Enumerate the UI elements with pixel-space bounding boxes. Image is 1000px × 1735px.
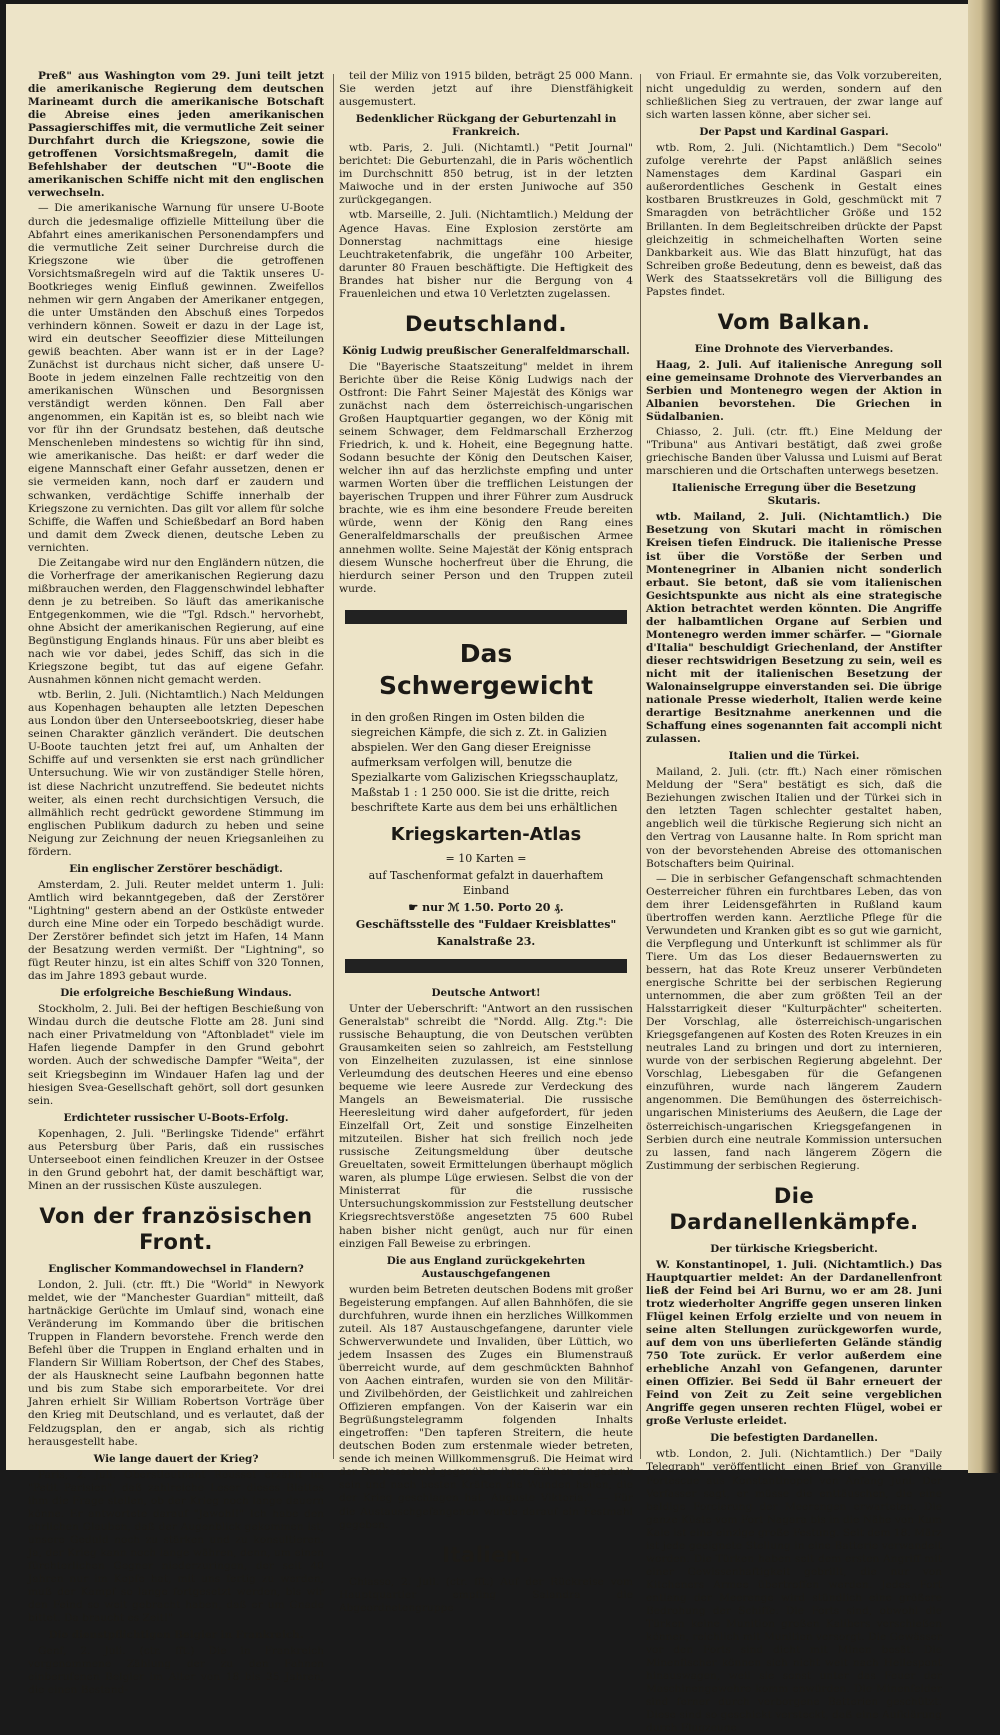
article-paris-births: wtb. Paris, 2. Juli. (Nichtamtl.) "Petit Journal" berichtet: Die Geburtenzahl, die in Paris wöchentlich im Durchschnitt 850 betrug, ist in der letzten Maiwoche und in der ersten Juniwoche auf 350 zurückgegangen. [339, 142, 633, 207]
column-rule [333, 74, 334, 1459]
subheading-italy-turkey: Italien und die Türkei. [728, 750, 860, 763]
article-milan: wtb. Mailand, 2. Juli. (Nichtamtlich.) Die Besetzung von Skutari macht in römischen Kreisen tiefen Eindruck. Die italienische Presse ist über die Vorstöße der Serben und Montenegriner in Albanien nicht sonderlich erbaut. Sie betont, daß sie vom italienischen Gesichtspunkte aus nicht als eine strategische Aktion betrachtet werden könnten. Die Angriffe der halbamtlichen Organe auf Serbien und Montenegro werden immer schärfer. — "Giornale d'Italia" beschuldigt Griechenland, der Anstifter dieser rechtswidrigen Besetzung zu sein, weil es nicht mit der italienischen Besetzung der Walonainselgruppe einverstanden sei. Die übrige nationale Presse wiederholt, Italien werde keine derartige Besitznahme anerkennen und die Schaffung eines sogenannten fait accompli nicht zulassen. [646, 511, 942, 746]
article-marseille: wtb. Marseille, 2. Juli. (Nichtamtlich.) Meldung der Agence Havas. Eine Explosion zerstörte am Donnerstag nachmittags eine hiesige Leuchtraketenfabrik, die ungefähr 100 Arbeiter, darunter 80 Frauen beschäftigte. Die Heftigkeit des Brandes hat bisher nur die Bergung von 4 Frauenleichen und etwa 10 Verletzten zugelassen. [339, 209, 633, 300]
page-edge [968, 0, 1000, 1473]
section-heading-italy: Italien. [442, 1542, 530, 1567]
ad-atlas-title: Kriegskarten-Atlas [390, 823, 582, 845]
article-rome: wtb. Rom, 2. Juli. (Nichtamtlich.) Dem "Secolo" zufolge verehrte der Papst anläßlich seines Namenstages dem Kardinal Gaspari ein außerordentliches Geschenk in Gestalt eines kostbaren Brustkreuzes in Gold, geschmückt mit 7 Smaragden von beträchtlicher Größe und 152 Brillanten. In dem Begleitschreiben drückte der Papst gleichzeitig in schmeichelhaften Worten seine Dankbarkeit aus. Wie das Blatt hinzufügt, hat das Schreiben große Bedeutung, denn es beweist, daß das Werk des Staatssekretärs voll die Billigung des Papstes findet. [646, 142, 942, 298]
section-heading-germany: Deutschland. [405, 311, 567, 336]
article-german-answer: Unter der Ueberschrift: "Antwort an den russischen Generalstab" schreibt die "Nordd. Allg. Ztg.": Die russische Behauptung, die von Deutschen verübten Grausamkeiten seien so zahlreich, am Feststellung von Einzelheiten zuzulassen, ist eine sinnlose Verleumdung des deutschen Heeres und eine ebenso bequeme wie leere Ausrede zur Verdeckung des Mangels an Beweismaterial. Die russische Heeresleitung wird daher aufgefordert, für jeden Einzelfall Ort, Zeit und sonstige Einzelheiten mitzuteilen. Bisher hat sich freilich noch jede russische Zeitungsmeldung über deutsche Greueltaten, soweit Ermittelungen überhaupt möglich waren, als plumpe Lüge erwiesen. Selbst die von der Ministerrat für die russische Untersuchungskommission zur Feststellung deutscher Kriegsrechtsverstöße angesetzten 75 600 Rubel haben bisher nicht genügt, auch nur für einen einzigen Fall Beweise zu erbringen. [339, 1002, 633, 1250]
subheading-destroyer: Ein englischer Zerstörer beschädigt. [69, 862, 283, 875]
ad-office: Geschäftsstelle des "Fuldaer Kreisblattes" [355, 917, 617, 931]
section-heading-balkans: Vom Balkan. [717, 309, 871, 334]
section-heading-french-front: Von der französischen Front. [39, 1203, 313, 1254]
subheading-birthrate: Bedenklicher Rückgang der Geburtenzahl in Frankreich. [355, 113, 617, 139]
article-chiasso-greeks: Chiasso, 2. Juli. (ctr. fft.) Eine Meldung der "Tribuna" aus Antivari bestätigt, daß zwei große griechische Banden über Valussa und Luismi auf Berat marschieren und die Ortschaften unterwegs besetzen. [646, 426, 942, 478]
ad-price: ☛ nur ℳ 1.50. Porto 20 ₰. [408, 900, 564, 914]
section-heading-dardanelles: Die Dardanellenkämpfe. [669, 1183, 919, 1234]
article-constantinople: W. Konstantinopel, 1. Juli. (Nichtamtlich.) Das Hauptquartier meldet: An der Dardanellenfront ließ der Feind bei Ari Burnu, wo er am 28. Juni trotz wiederholter Angriffe gegen unseren linken Flügel keinen Erfolg erzielte und von neuem in seine alten Stellungen zurückgeworfen wurde, auf dem von uns überlieferten Gelände ständig 750 Tote zurück. Er verlor außerdem eine erhebliche Anzahl von Gefangenen, darunter einen Offizier. Bei Sedd ül Bahr erneuert der Feind von Zeit zu Zeit seine vergeblichen Angriffe gegen unseren rechten Flügel, wobei er große Verluste erleidet. [646, 1258, 942, 1428]
column-3 [646, 70, 942, 1735]
ad-title: Das Schwergewicht [378, 638, 594, 700]
article-london: London, 2. Juli. (ctr. fft.) Die "World" in Newyork meldet, wie der "Manchester Guardian" mitteilt, daß hartnäckige Gerüchte im Umlauf sind, wonach eine Veränderung im Kommando über die britischen Truppen in Flandern bevorstehe. French werde den Befehl über die Truppen in England erhalten und in Flandern Sir William Robertson, der Chef des Stabes, der als Hausknecht seine Laufbahn begonnen hatte und bis zum Stabe sich emporarbeitete. Vor drei Jahren erhielt Sir William Robertson Vorträge über den Krieg mit Deutschland, und es verlautet, daß der Feldzugsplan, den er angab, sich als richtig herausgestellt habe. [28, 1278, 324, 1448]
article-time-info: Die Zeitangabe wird nur den Engländern nützen, die die Vorherfrage der amerikanischen Regierung dazu mißbrauchen werden, den Flaggenschwindel lebhafter denn je zu betreiben. So läuft das amerikanische Entgegenkommen, wie die "Tgl. Rdsch." hervorhebt, ohne Absicht der amerikanischen Regierung, auf eine Begünstigung Englands hinaus. Für uns aber bleibt es nach wie vor dabei, jedes Schiff, das sich in die Kriegszone begibt, tut das auf eigene Gefahr. Ausnahmen können nicht gemacht werden. [28, 556, 324, 687]
subheading-war-duration: Wie lange dauert der Krieg? [93, 1452, 259, 1465]
column-rule [640, 74, 641, 1459]
newspaper-page [6, 4, 968, 1735]
ad-format: auf Taschenformat gefalzt in dauerhaftem Einband [368, 868, 604, 897]
article-paris: Paris, 2. Juli. Oberstleutnant Rousset erzählt im "Petit Parisien", daß zahlreiche Leser dieses Blattes ihm die Frage stellen, ob der Krieg noch lange dauern könne. Er antwortete darauf "Jawohl!" Ich habe den ehrlichen Glauben, daß der Augenblick gekommen ist, unsere Geduld noch zu stärken und zu konsultieren. Ja, der Krieg kann noch lange währen, denn, um einen fürchterlichen Gegner niederzuringen, der seit 40 Jahren nur im Kopfe hat, mit uns fertig zu werden, muß der Kampf so lange fortgesetzt werden, bis wir den Feind so weit gebracht haben, daß er um Gnade bittet. Da braucht es Zeit!" [28, 1468, 324, 1625]
article-amsterdam: Amsterdam, 2. Juli. Reuter meldet unterm 1. Juli: Amtlich wird bekanntgegeben, daß der Zerstörer "Lightning" gestern abend an der Ostküste entweder durch eine Mine oder ein Torpedo beschädigt wurde. Der Zerstörer befindet sich jetzt im Hafen, 14 Mann der Besatzung werden vermißt. Der "Lightning", so fügt Reuter hinzu, ist ein altes Schiff von 320 Tonnen, das im Jahre 1893 gebaut wurde. [28, 878, 324, 983]
article-kopenhagen: Kopenhagen, 2. Juli. "Berlingske Tidende" erfährt aus Petersburg über Paris, daß ein russisches Unterseeboot einen feindlichen Kreuzer in der Ostsee in den Grund gebohrt hat, der damit beschäftigt war, Minen an der russischen Küste auszulegen. [28, 1127, 324, 1192]
article-us-warning: — Die amerikanische Warnung für unsere U-Boote durch die jedesmalige offizielle Mitteilung über die Abfahrt eines amerikanischen Personendampfers und die vermutliche Zeit seiner Durchreise durch die Kriegszone wie über die getroffenen Vorsichtsmaßregeln wird auf die Taktik unseres U-Bootkrieges wenig Einfluß gewinnen. Zweifellos nehmen wir gern Angaben der Amerikaner entgegen, die unter Umständen den Abschuß eines Torpedos verhindern können. Soweit er dazu in der Lage ist, wird ein deutscher Seeoffizier diese Mitteilungen gewiß beachten. Aber wann ist er in der Lage? Zunächst ist durchaus nicht sicher, daß unsere U-Boote in jedem einzelnen Falle rechtzeitig von den amerikanischen Wünschen und Besorgnissen verständigt werden können. Den Fall aber angenommen, ein Kapitän ist es, so bleibt nach wie vor für ihn der Grundsatz bestehen, daß deutsche Menschenleben mindestens so wichtig für ihn sind, wie amerikanische. Das heißt: er darf weder die eigene Mannschaft einer Gefahr aussetzen, denen er sie vermeiden kann, noch darf er zaudern und schwanken, verdächtige Schiffe innerhalb der Kriegszone zu vernichten. Das gilt vor allem für solche Schiffe, die Waffen und Schießbedarf an Bord haben und damit dem Zweck dienen, deutsche Leben zu vernichten. [28, 202, 324, 554]
subheading-skutari: Italienische Erregung über die Besetzung Skutaris. [672, 482, 916, 508]
article-king-ludwig: Die "Bayerische Staatszeitung" meldet in ihrem Berichte über die Reise König Ludwigs nach der Ostfront: Die Fahrt Seiner Majestät des Königs war zunächst nach dem österreichisch-ungarischen Großen Hauptquartier gegangen, wo der König mit seinem Schwager, dem Feldmarschall Erzherzog Friedrich, k. und k. Hoheit, eine Begegnung hatte. Sodann besuchte der König den Deutschen Kaiser, welcher ihn auf das herzlichste empfing und unter warmen Worten über die trefflichen Leistungen der bayerischen Truppen und ihrer Führer zum Ausdruck brachte, wie es ihm eine besondere Freude bereiten würde, wenn der König den Rang eines Generalfeldmarschalls der preußischen Armee annehmen wollte. Seine Majestät der König entsprach diesem Wunsche hocherfreut über die Ehrung, die hierdurch seiner Person und den Truppen zuteil wurde. [339, 360, 633, 595]
ad-map-count: = 10 Karten = [445, 851, 527, 865]
article-militia: teil der Miliz von 1915 bilden, beträgt 25 000 Mann. Sie werden jetzt auf ihre Dienstfähigkeit ausgemustert. [339, 70, 633, 109]
subheading-command-change: Englischer Kommandowechsel in Flandern? [48, 1262, 304, 1275]
column-2 [339, 70, 633, 1614]
advertisement-war-atlas [345, 610, 627, 973]
column-1 [28, 70, 324, 1697]
article-chiasso: Chiasso, 2. Juli. (ctr. fft.) Auf der Rückreise vom Hauptquartier empfing Salandra die Abgeordnetengruppe [339, 1575, 633, 1614]
article-london-telegraph: wtb. London, 2. Juli. (Nichtamtlich.) Der "Daily Telegraph" veröffentlicht einen Brief von Granville Fortescue aus Konstantinopel von Anfang Juni. Der Verfasser sagt, er müsse die enttäuschen, die eine baldige Forcierung der Meerengen erwarteten. Die ganze Küste vom Fort Nagara bis in die Nähe von Kum Kale ist eine einzige große Festung. Seit dem 18. März ist jede geeignete Stellung in eine Batterie verwandelt worden. Die Türken haben seit dem ersten Angriff mit einer Gewissenhaftigkeit gebrillt, die nur von Kitcheners Armee übertroffen werden. Jedes Fort entlang der Meerenge wird stündlich eine größere Bedrohung der Schiffe. Die Forts sind, obwohl die Türken keine Munition großen Kalibers verschießen können, reichlich mit Munition versorgt. Die Gewässer vor den Forts sind dicht mit Minen besät. Die Minenfischer können sich nicht weit nach Hellespont hinauswagen, weil sie sonst unter das Feuer der Maschinengewehre komm enwürden. Die Minenfelder sind ferner durch verborgene Batterien geschützt. Diese sind so geschickt versteckt, daß eine Aufklärung durch Flugzeuge [646, 1448, 942, 1735]
article-berlin: wtb. Berlin, 2. Juli. (Nichtamtlich.) Nach Meldungen aus Kopenhagen behaupten alle letzten Depeschen aus London über den Unterseebootskrieg, dieser habe seinen Charakter gänzlich verändert. Die deutschen U-Boote tauchten jetzt frei auf, um Anhalten der Schiffe auf und versenkten sie erst nach gründlicher Untersuchung. Wie wir von zuständiger Stelle hören, ist diese Nachricht unzutreffend. Sie bedeutet nichts weiter, als einen recht durchsichtigen Versuch, die allmählich recht gedrückt gewordene Stimmung im englischen Publikum dadurch zu heben und seine Neigung zur Zeichnung der neuen Kriegsanleihen zu fördern. [28, 689, 324, 858]
article-exchange-prisoners: wurden beim Betreten deutschen Bodens mit großer Begeisterung empfangen. Auf allen Bahnhöfen, die sie durchfuhren, wurde ihnen ein herzliches Willkommen zuteil. Als 187 Austauschgefangene, darunter viele Schwerverwundete und Invaliden, über Lüttich, wo jedem Insassen des Zuges ein Blumenstrauß überreicht wurde, auf dem geschmückten Bahnhof von Aachen eintrafen, wurden sie von den Militär- und Zivilbehörden, der Geistlichkeit und zahlreichen Offizieren empfangen. Von der Kaiserin war ein Begrüßungstelegramm folgenden Inhalts eingetroffen: "Den tapferen Streitern, die heute deutschen Boden zum erstenmale wieder betreten, sende ich meinen Willkommensgruß. Die Heimat wird der Dankesschuld gegenüber ihren Söhnen eingedenk sein und nach besten Kräften die Wunden heilen, die der Krieg geschlagen hat. Auguste Viktoria." — Für die Austauschgefangenen wurde darauf ein Festmahl gegeben. [339, 1283, 633, 1531]
ad-body: in den großen Ringen im Osten bilden die siegreichen Kämpfe, die sich z. Zt. in Galizien abspielen. Wer den Gang dieser Ereignisse aufmerksam verfolgen will, benutze die Spezialkarte vom Galizischen Kriegsschauplatz, Maßstab 1 : 1 250 000. Sie ist die dritte, reich beschriftete Karte aus dem bei uns erhältlichen [351, 710, 619, 814]
subheading-king-ludwig: König Ludwig preußischer Generalfeldmarschall. [342, 344, 630, 357]
subheading-fortified-dardanelles: Die befestigten Dardanellen. [710, 1432, 878, 1445]
subheading-threat-note: Eine Drohnote des Vierverbandes. [694, 342, 894, 355]
article-mailand: Mailand, 2. Juli. (ctr. fft.) Nach einer römischen Meldung der "Sera" bestätigt es sich, daß die Beziehungen zwischen Italien und der Türkei sich in den letzten Tagen schlechter gestaltet haben, angeblich weil die türkische Regierung sich nicht an den Vertrag von Lausanne halte. In Rom spricht man von der bevorstehenden Abreise des ottomanischen Botschafters beim Quirinal. [646, 766, 942, 870]
subheading-turkish-report: Der türkische Kriegsbericht. [710, 1242, 878, 1255]
article-genf: Genf, 2. Juli. (ctr. fft.) Die in Frankreich vorgenommene Zählung der zu den Fahnen einberufenen Belgier im Alter von 18 bis 35 Jahren, die einen Bestand- [28, 1645, 324, 1697]
article-us-notice: Preß" aus Washington vom 29. Juni teilt jetzt die amerikanische Regierung dem deutschen Marineamt durch die amerikanische Botschaft die Abreise eines jeden amerikanischen Passagierschiffes mit, die vermutliche Zeit seiner Durchfahrt durch die Kriegszone, sowie die getroffenen Vorsichtsmaßregeln, damit die Befehlshaber der deutschen "U"-Boote die amerikanischen Schiffe nicht mit den englischen verwechseln. [28, 70, 324, 200]
ad-address: Kanalstraße 23. [436, 934, 536, 948]
article-serbian-captivity: — Die in serbischer Gefangenschaft schmachtenden Oesterreicher führen ein furchtbares Leben, das von dem ihrer Leidensgefährten in Rußland kaum übertroffen werden kann. Aerztliche Pflege für die Verwundeten und Kranken gibt es so gut wie garnicht, die Verpflegung und Unterkunft ist schlimmer als für Tiere. Um das Los dieser Bedauernswerten zu bessern, hat das Rote Kreuz unserer Verbündeten energische Schritte bei der serbischen Regierung unternommen, die aber zum größten Teil an der Halsstarrigkeit dieser "Kulturpächter" scheiterten. Der Vorschlag, alle österreichisch-ungarischen Kriegsgefangenen auf Kosten des Roten Kreuzes in ein neutrales Land zu bringen und dort zu internieren, wurde von der serbischen Regierung abgelehnt. Der Vorschlag, Liebesgaben für die Gefangenen einzuführen, wurde nach längerem Zaudern angenommen. Die Bemühungen des österreichisch-ungarischen Ministeriums des Aeußern, die Lage der österreichisch-ungarischen Kriegsgefangenen in Serbien durch eine neutrale Kommission untersuchen zu lassen, fand nach längerem Zögern die Zustimmung der serbischen Regierung. [646, 872, 942, 1172]
subheading-exchange-prisoners: Die aus England zurückgekehrten Austauschgefangenen [386, 1254, 586, 1280]
subheading-german-answer: Deutsche Antwort! [431, 986, 541, 999]
article-stockholm: Stockholm, 2. Juli. Bei der heftigen Beschießung von Windau durch die deutsche Flotte am 28. Juni sind nach einer Privatmeldung von "Aftonbladet" viele im Hafen liegende Dampfer in den Grund gebohrt worden. Auch der schwedische Dampfer "Weita", der seit Kriegsbeginn im Windauer Hafen lag und der hiesigen Svea-Gesellschaft gehört, soll dort gesunken sein. [28, 1003, 324, 1107]
article-friaul: von Friaul. Er ermahnte sie, das Volk vorzubereiten, nicht ungeduldig zu werden, sondern auf den schließlichen Sieg zu vertrauen, der zwar lange auf sich warten lassen könne, aber sicher sei. [646, 70, 942, 122]
subheading-windau: Die erfolgreiche Beschießung Windaus. [60, 987, 292, 1000]
article-haag: Haag, 2. Juli. Auf italienische Anregung soll eine gemeinsame Drohnote des Vierverbandes an Serbien und Montenegro wegen der Aktion in Albanien bevorstehen. Die Griechen in Südalbanien. [646, 358, 942, 424]
subheading-pope: Der Papst und Kardinal Gaspari. [699, 126, 889, 139]
subheading-uboat: Erdichteter russischer U-Boots-Erfolg. [63, 1111, 289, 1124]
subheading-belgians: Die dienstpflichtigen Belgier in Frankreich. [48, 1629, 304, 1642]
